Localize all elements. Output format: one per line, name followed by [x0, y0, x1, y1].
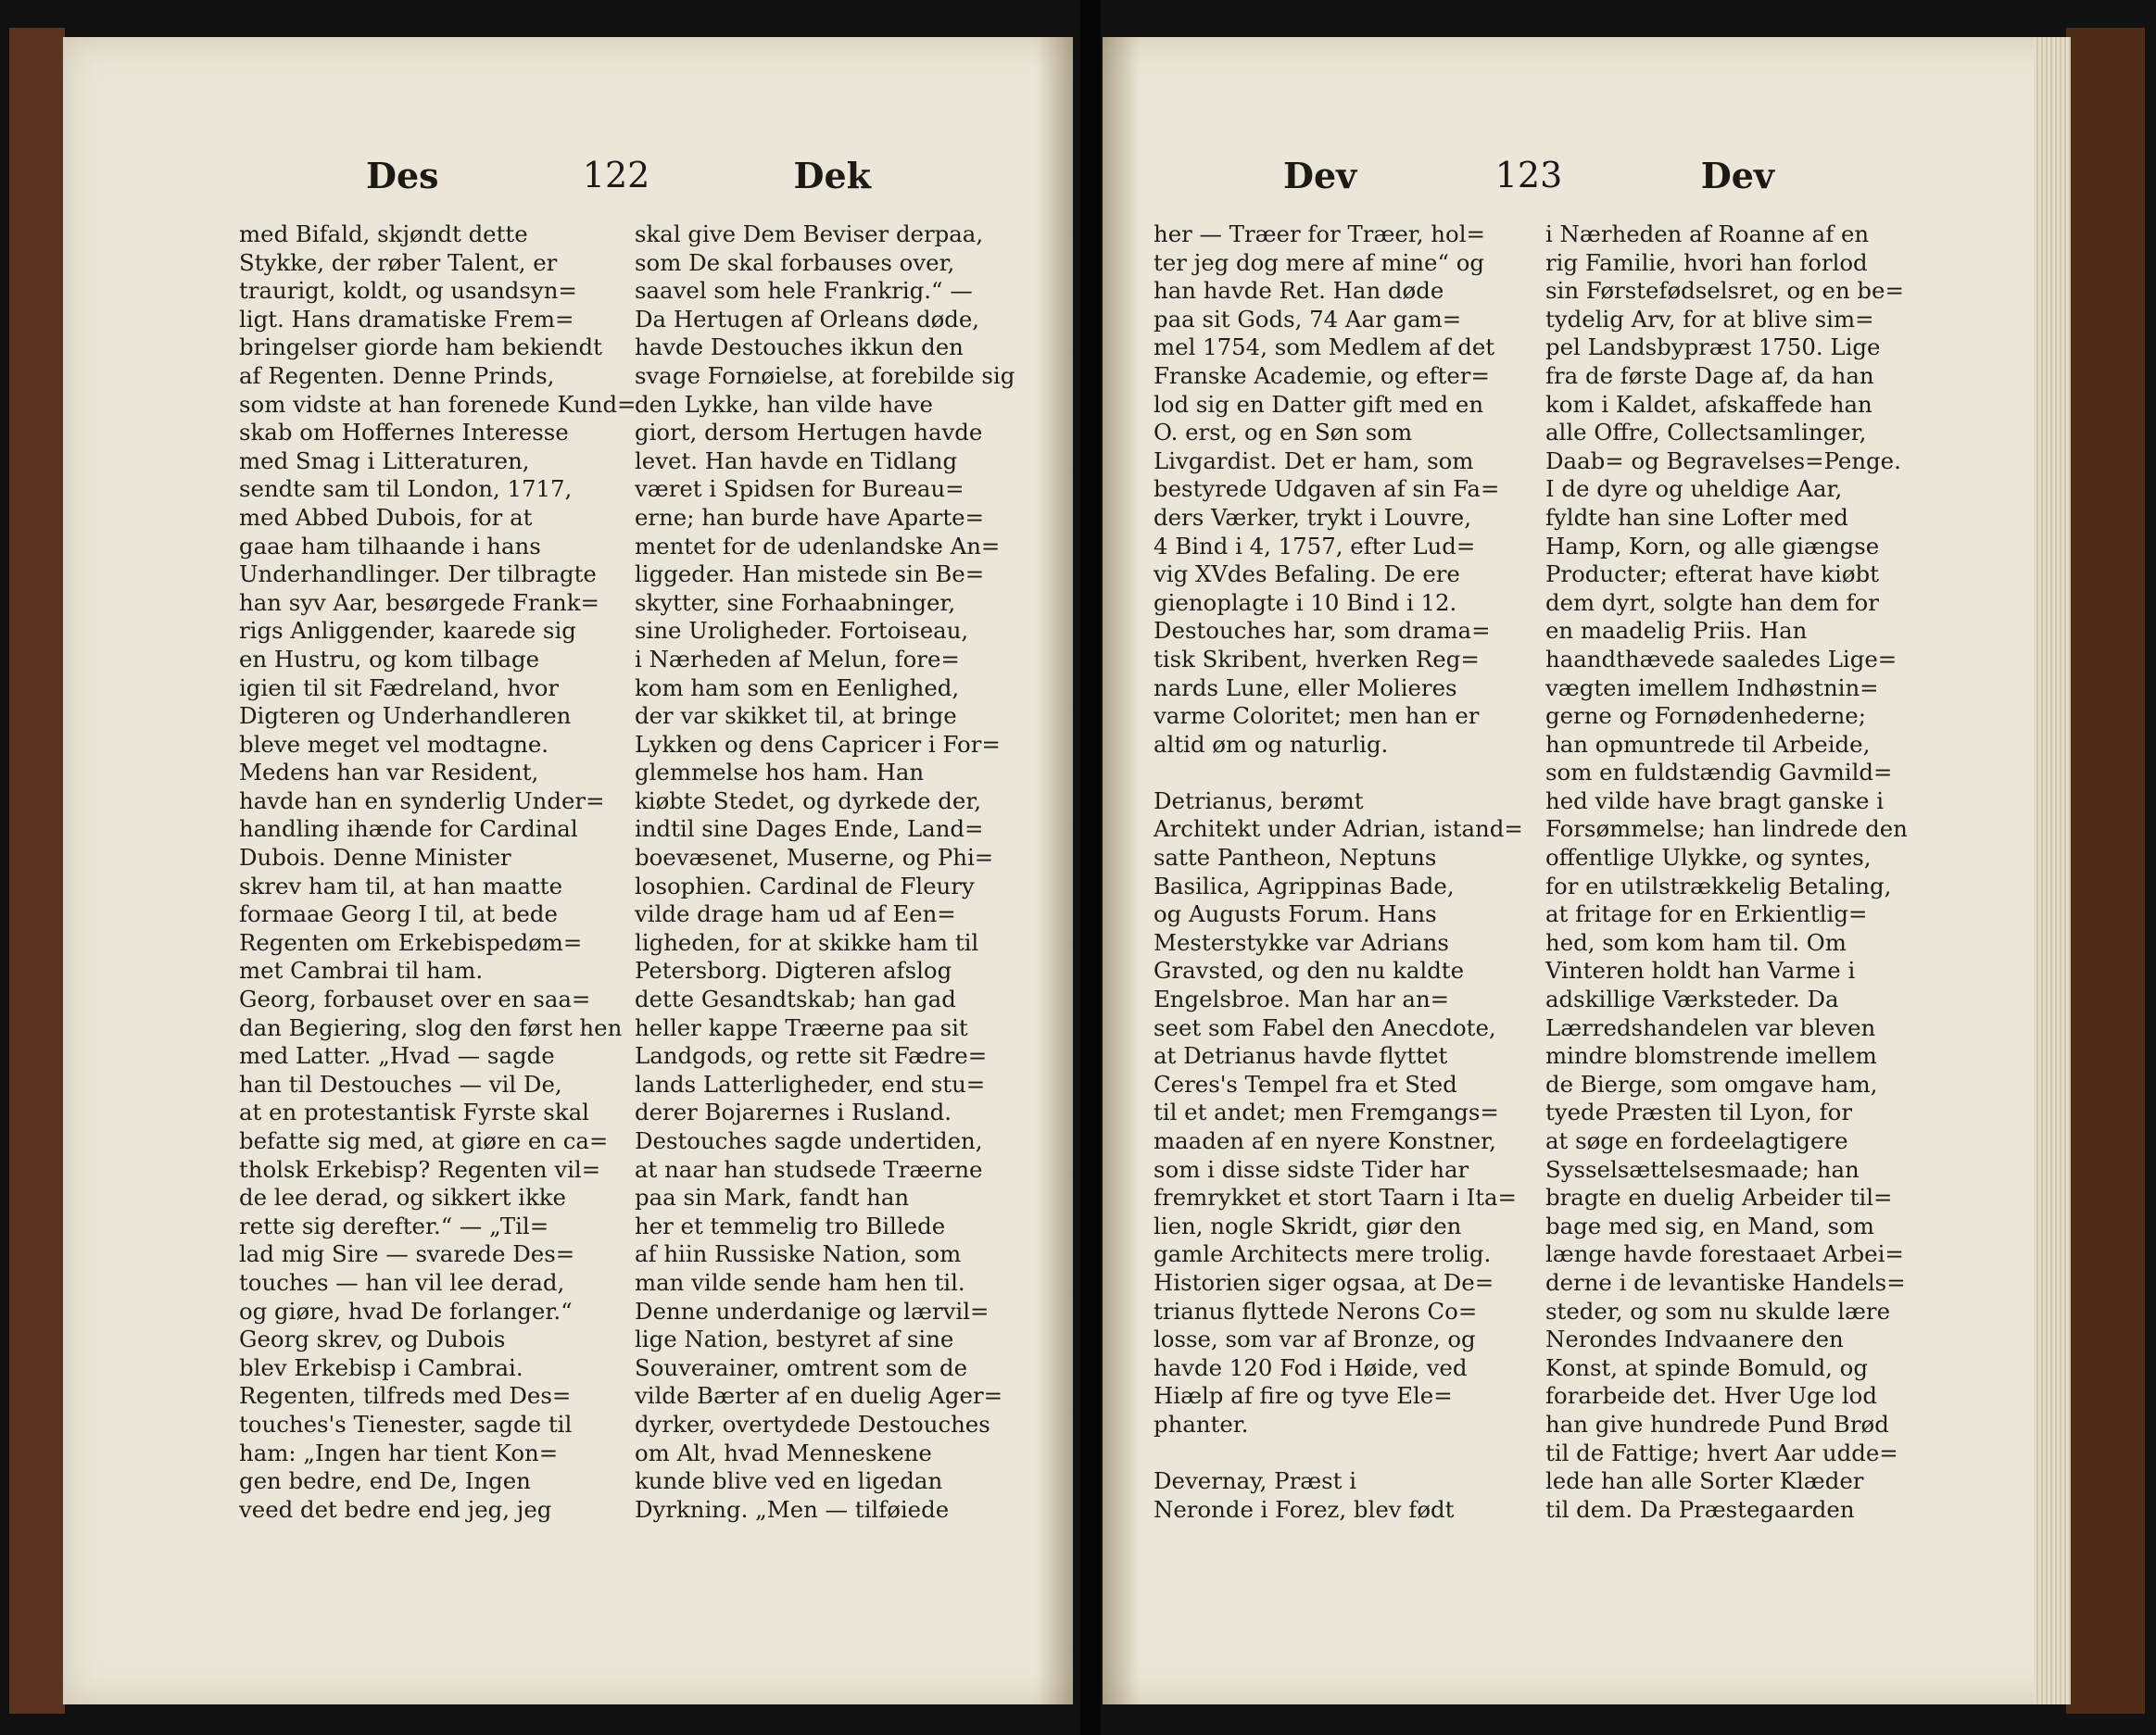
text-line: ligheden, for at skikke ham til — [635, 928, 979, 956]
text-line: Destouches sagde undertiden, — [635, 1127, 983, 1154]
text-line: Detrianus, berømt — [1154, 786, 1364, 814]
text-line: Petersborg. Digteren afslog — [635, 957, 952, 985]
text-line: havde han en synderlig Under= — [239, 786, 605, 814]
text-line: med Latter. „Hvad — sagde — [239, 1042, 555, 1070]
text-line: Vinteren holdt han Varme i — [1545, 957, 1856, 985]
text-line: de Bierge, som omgave ham, — [1545, 1070, 1878, 1098]
text-line — [1154, 1440, 1524, 1468]
text-line: O. erst, og en Søn som — [1154, 419, 1413, 446]
text-line: pel Landsbypræst 1750. Lige — [1545, 333, 1881, 361]
text-line: Dubois. Denne Minister — [239, 844, 511, 872]
left-header-keyword-left: Des — [366, 154, 439, 196]
text-line: han opmuntrede til Arbeide, — [1545, 730, 1871, 758]
text-line: fyldte han sine Lofter med — [1545, 503, 1848, 531]
text-line: i Nærheden af Melun, fore= — [635, 645, 960, 673]
text-line: adskillige Værksteder. Da — [1545, 986, 1839, 1013]
text-line: Digteren og Underhandleren — [239, 702, 572, 730]
text-line: gienoplagte i 10 Bind i 12. — [1154, 588, 1457, 616]
text-line: skytter, sine Forhaabninger, — [635, 588, 956, 616]
left-page-column-1 — [239, 220, 637, 1524]
text-line: Sysselsættelsesmaade; han — [1545, 1155, 1860, 1183]
page-divider — [1080, 0, 1101, 1735]
text-line: havde Destouches ikkun den — [635, 333, 964, 361]
text-line: der var skikket til, at bringe — [635, 702, 957, 730]
right-page-number: 123 — [1494, 155, 1563, 195]
text-line: Regenten, tilfreds med Des= — [239, 1382, 572, 1410]
text-line: Denne underdanige og lærvil= — [635, 1297, 990, 1325]
text-line: handling ihænde for Cardinal — [239, 815, 578, 843]
text-line: til et andet; men Fremgangs= — [1154, 1099, 1499, 1126]
text-line: sine Uroligheder. Fortoiseau, — [635, 617, 969, 645]
text-line: Nerondes Indvaanere den — [1545, 1326, 1844, 1353]
text-line: steder, og som nu skulde lære — [1545, 1297, 1891, 1325]
text-line: han havde Ret. Han døde — [1154, 277, 1444, 305]
text-line: Lykken og dens Capricer i For= — [635, 730, 1001, 758]
text-line: han give hundrede Pund Brød — [1545, 1410, 1889, 1438]
text-line: bestyrede Udgaven af sin Fa= — [1154, 475, 1500, 503]
text-line: skal give Dem Beviser derpaa, — [635, 220, 984, 247]
text-line: satte Pantheon, Neptuns — [1154, 844, 1437, 872]
text-line: at Detrianus havde flyttet — [1154, 1042, 1448, 1070]
text-line: en Hustru, og kom tilbage — [239, 645, 540, 673]
text-line: Ceres's Tempel fra et Sted — [1154, 1070, 1457, 1098]
text-line: rette sig derefter.“ — „Til= — [239, 1212, 549, 1239]
text-line: heller kappe Træerne paa sit — [635, 1013, 968, 1041]
text-line: længe havde forestaaet Arbei= — [1545, 1240, 1904, 1268]
text-line: losophien. Cardinal de Fleury — [635, 872, 975, 899]
text-line: altid øm og naturlig. — [1154, 730, 1389, 758]
text-line: kom ham som en Eenlighed, — [635, 673, 960, 701]
text-line: og giøre, hvad De forlanger.“ — [239, 1297, 573, 1325]
text-line: om Alt, hvad Menneskene — [635, 1439, 932, 1466]
text-line: giort, dersom Hertugen havde — [635, 419, 983, 446]
text-line: Engelsbroe. Man har an= — [1154, 986, 1450, 1013]
text-line: tholsk Erkebisp? Regenten vil= — [239, 1155, 601, 1183]
text-line: og Augusts Forum. Hans — [1154, 900, 1437, 928]
text-line: ligt. Hans dramatiske Frem= — [239, 305, 574, 333]
text-line: blev Erkebisp i Cambrai. — [239, 1353, 523, 1381]
right-gutter-shadow — [1103, 37, 1140, 1704]
text-line: losse, som var af Bronze, og — [1154, 1326, 1476, 1353]
text-line: bleve meget vel modtagne. — [239, 730, 549, 758]
text-line: kunde blive ved en ligedan — [635, 1467, 943, 1495]
text-line: fra de første Dage af, da han — [1545, 361, 1874, 389]
text-line: med Bifald, skjøndt dette — [239, 220, 528, 247]
text-line: at en protestantisk Fyrste skal — [239, 1099, 589, 1126]
text-line — [1154, 759, 1524, 787]
text-line: til dem. Da Præstegaarden — [1545, 1495, 1855, 1523]
text-line: mindre blomstrende imellem — [1545, 1042, 1877, 1070]
text-line: at fritage for en Erkientlig= — [1545, 900, 1868, 928]
text-line: indtil sine Dages Ende, Land= — [635, 815, 984, 843]
text-line: vig XVdes Befaling. De ere — [1154, 560, 1460, 588]
text-line: glemmelse hos ham. Han — [635, 759, 925, 786]
text-line: Konst, at spinde Bomuld, og — [1545, 1353, 1868, 1381]
text-line: Stykke, der røber Talent, er — [239, 248, 558, 276]
text-line: traurigt, koldt, og usandsyn= — [239, 277, 577, 305]
text-line: Basilica, Agrippinas Bade, — [1154, 872, 1455, 899]
text-line: som en fuldstændig Gavmild= — [1545, 759, 1893, 786]
text-line: veed det bedre end jeg, jeg — [239, 1495, 552, 1523]
page-edge-stripes — [2034, 37, 2071, 1704]
text-line: rig Familie, hvori han forlod — [1545, 248, 1868, 276]
text-line: tisk Skribent, hverken Reg= — [1154, 645, 1480, 673]
text-line: haandthævede saaledes Lige= — [1545, 645, 1898, 673]
text-line: lige Nation, bestyret af sine — [635, 1326, 954, 1353]
left-page-column-2 — [635, 220, 1015, 1524]
right-page-header — [1283, 153, 1774, 197]
text-line: gen bedre, end De, Ingen — [239, 1467, 531, 1495]
text-line: I de dyre og uheldige Aar, — [1545, 475, 1843, 503]
text-line: paa sin Mark, fandt han — [635, 1184, 910, 1212]
text-line: Regenten om Erkebispedøm= — [239, 928, 583, 956]
text-line: de lee derad, og sikkert ikke — [239, 1184, 566, 1212]
text-line: her et temmelig tro Billede — [635, 1212, 946, 1239]
text-line: havde 120 Fod i Høide, ved — [1154, 1353, 1468, 1381]
text-line: Hiælp af fire og tyve Ele= — [1154, 1382, 1453, 1410]
text-line: hed, som kom ham til. Om — [1545, 928, 1847, 956]
text-line: Historien siger ogsaa, at De= — [1154, 1268, 1494, 1296]
text-line: Souverainer, omtrent som de — [635, 1353, 968, 1381]
text-line: her — Træer for Træer, hol= — [1154, 220, 1485, 247]
text-line: Daab= og Begravelses=Penge. — [1545, 446, 1901, 474]
text-line: varme Coloritet; men han er — [1154, 702, 1480, 730]
text-line: dyrker, overtydede Destouches — [635, 1410, 990, 1438]
text-line: mentet for de udenlandske An= — [635, 532, 1001, 559]
text-line: Georg skrev, og Dubois — [239, 1326, 506, 1353]
right-page-column-2 — [1545, 220, 1916, 1524]
text-line: Architekt under Adrian, istand= — [1154, 815, 1523, 843]
text-line: met Cambrai til ham. — [239, 957, 484, 985]
right-header-keyword-right: Dev — [1700, 154, 1774, 196]
text-line: erne; han burde have Aparte= — [635, 503, 985, 531]
text-line: sin Førstefødselsret, og en be= — [1545, 277, 1904, 305]
text-line: at naar han studsede Træerne — [635, 1155, 983, 1183]
text-line: maaden af en nyere Konstner, — [1154, 1127, 1496, 1154]
text-line: dette Gesandtskab; han gad — [635, 986, 956, 1013]
text-line: saavel som hele Frankrig.“ — — [635, 277, 973, 305]
text-line: Da Hertugen af Orleans døde, — [635, 305, 980, 333]
text-line: Destouches har, som drama= — [1154, 617, 1491, 645]
text-line: dan Begiering, slog den først hen — [239, 1013, 623, 1041]
text-line: vægten imellem Indhøstnin= — [1545, 673, 1879, 701]
text-line: vilde drage ham ud af Een= — [635, 900, 956, 928]
text-line: ter jeg dog mere af mine“ og — [1154, 248, 1484, 276]
text-line: som i disse sidste Tider har — [1154, 1155, 1469, 1183]
text-line: vilde Bærter af en duelig Ager= — [635, 1382, 1003, 1410]
text-line: formaae Georg I til, at bede — [239, 900, 558, 928]
text-line: Mesterstykke var Adrians — [1154, 928, 1449, 956]
text-line: Gravsted, og den nu kaldte — [1154, 957, 1465, 985]
left-header-keyword-right: Dek — [793, 154, 871, 196]
text-line: den Lykke, han vilde have — [635, 390, 933, 418]
text-line: mel 1754, som Medlem af det — [1154, 333, 1495, 361]
text-line: 4 Bind i 4, 1757, efter Lud= — [1154, 532, 1476, 559]
text-line: seet som Fabel den Anecdote, — [1154, 1013, 1496, 1041]
text-line: Dyrkning. „Men — tilføiede — [635, 1495, 950, 1523]
text-line: Producter; efterat have kiøbt — [1545, 560, 1879, 588]
text-line: lod sig en Datter gift med en — [1154, 390, 1484, 418]
text-line: til de Fattige; hvert Aar udde= — [1545, 1439, 1898, 1466]
text-line: bage med sig, en Mand, som — [1545, 1212, 1874, 1239]
text-line: ders Værker, trykt i Louvre, — [1154, 503, 1471, 531]
text-line: tydelig Arv, for at blive sim= — [1545, 305, 1874, 333]
text-line: af Regenten. Denne Prinds, — [239, 361, 555, 389]
text-line: derne i de levantiske Handels= — [1545, 1268, 1906, 1296]
text-line: bragte en duelig Arbeider til= — [1545, 1184, 1893, 1212]
text-line: en maadelig Priis. Han — [1545, 617, 1808, 645]
text-line: rigs Anliggender, kaarede sig — [239, 617, 576, 645]
right-cover-edge — [2066, 28, 2145, 1714]
text-line: levet. Han havde en Tidlang — [635, 446, 958, 474]
left-page-header — [366, 153, 871, 197]
text-line: igien til sit Fædreland, hvor — [239, 673, 560, 701]
text-line: at søge en fordeelagtigere — [1545, 1127, 1848, 1154]
text-line: fremrykket et stort Taarn i Ita= — [1154, 1184, 1517, 1212]
text-line: lien, nogle Skridt, giør den — [1154, 1212, 1462, 1239]
text-line: lede han alle Sorter Klæder — [1545, 1467, 1864, 1495]
text-line: skab om Hoffernes Interesse — [239, 419, 569, 446]
text-line: lad mig Sire — svarede Des= — [239, 1240, 575, 1268]
text-line: befatte sig med, at giøre en ca= — [239, 1127, 609, 1154]
text-line: skrev ham til, at han maatte — [239, 872, 563, 899]
text-line: Franske Academie, og efter= — [1154, 361, 1490, 389]
text-line: hed vilde have bragt ganske i — [1545, 786, 1885, 814]
text-line: touches's Tienester, sagde til — [239, 1410, 573, 1438]
text-line: sendte sam til London, 1717, — [239, 475, 573, 503]
text-line: man vilde sende ham hen til. — [635, 1268, 965, 1296]
text-line: offentlige Ulykke, og syntes, — [1545, 844, 1872, 872]
text-line: trianus flyttede Nerons Co= — [1154, 1297, 1478, 1325]
text-line: svage Fornøielse, at forebilde sig — [635, 361, 1015, 389]
text-line: han til Destouches — vil De, — [239, 1070, 562, 1098]
text-line: Georg, forbauset over en saa= — [239, 986, 591, 1013]
text-line: Neronde i Forez, blev født — [1154, 1495, 1455, 1523]
text-line: med Smag i Litteraturen, — [239, 446, 530, 474]
text-line: Devernay, Præst i — [1154, 1467, 1357, 1495]
text-line: Forsømmelse; han lindrede den — [1545, 815, 1908, 843]
text-line: Lærredshandelen var bleven — [1545, 1013, 1876, 1041]
text-line: bringelser giorde ham bekiendt — [239, 333, 602, 361]
text-line: lands Latterligheder, end stu= — [635, 1070, 986, 1098]
text-line: gaae ham tilhaande i hans — [239, 532, 541, 559]
text-line: gamle Architects mere trolig. — [1154, 1240, 1492, 1268]
text-line: han syv Aar, besørgede Frank= — [239, 588, 599, 616]
text-line: for en utilstrækkelig Betaling, — [1545, 872, 1892, 899]
text-line: i Nærheden af Roanne af en — [1545, 220, 1870, 247]
text-line: alle Offre, Collectsamlinger, — [1545, 419, 1867, 446]
text-line: kiøbte Stedet, og dyrkede der, — [635, 786, 982, 814]
text-line: med Abbed Dubois, for at — [239, 503, 533, 531]
right-page-column-1 — [1154, 220, 1524, 1524]
text-line: Landgods, og rette sit Fædre= — [635, 1042, 988, 1070]
text-line: ham: „Ingen har tient Kon= — [239, 1439, 559, 1466]
text-line: boevæsenet, Muserne, og Phi= — [635, 844, 994, 872]
text-line: Hamp, Korn, og alle giængse — [1545, 532, 1880, 559]
text-line: gerne og Fornødenhederne; — [1545, 702, 1866, 730]
text-line: været i Spidsen for Bureau= — [635, 475, 965, 503]
text-line: som De skal forbauses over, — [635, 248, 955, 276]
text-line: liggeder. Han mistede sin Be= — [635, 560, 985, 588]
text-line: af hiin Russiske Nation, som — [635, 1240, 962, 1268]
text-line: dem dyrt, solgte han dem for — [1545, 588, 1879, 616]
text-line: phanter. — [1154, 1410, 1249, 1438]
text-line: tyede Præsten til Lyon, for — [1545, 1099, 1853, 1126]
left-gutter-shadow — [1036, 37, 1073, 1704]
left-page-number: 122 — [582, 155, 650, 195]
text-line: som vidste at han forenede Kund= — [239, 390, 637, 418]
text-line: paa sit Gods, 74 Aar gam= — [1154, 305, 1462, 333]
text-line: Medens han var Resident, — [239, 759, 539, 786]
text-line: forarbeide det. Hver Uge lod — [1545, 1382, 1877, 1410]
text-line: Underhandlinger. Der tilbragte — [239, 560, 597, 588]
text-line: derer Bojarernes i Rusland. — [635, 1099, 952, 1126]
text-line: Livgardist. Det er ham, som — [1154, 446, 1474, 474]
right-header-keyword-left: Dev — [1283, 154, 1357, 196]
text-line: kom i Kaldet, afskaffede han — [1545, 390, 1872, 418]
left-cover-edge — [9, 28, 65, 1714]
text-line: touches — han vil lee derad, — [239, 1268, 565, 1296]
text-line: nards Lune, eller Molieres — [1154, 673, 1457, 701]
